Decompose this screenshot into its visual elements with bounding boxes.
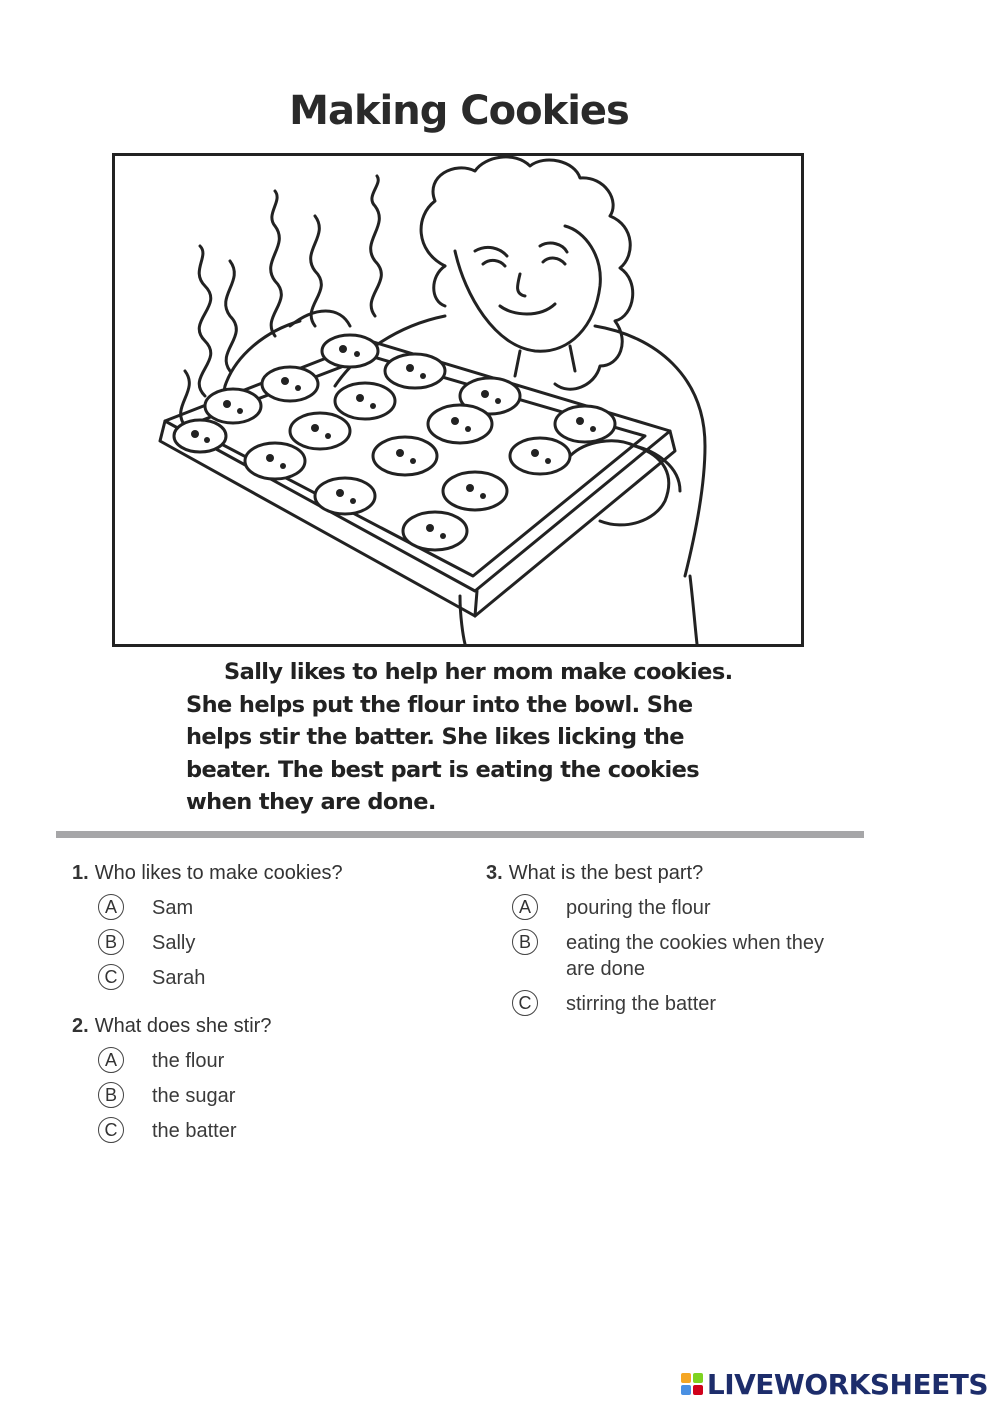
answer-bubble-b[interactable]: B	[512, 929, 538, 955]
answer-option-b[interactable]	[98, 1083, 452, 1109]
question-stem	[486, 860, 866, 886]
mom-with-cookie-tray-illustration	[115, 156, 801, 644]
option-text: pouring the flour	[566, 897, 711, 919]
question-number: 2.	[72, 1015, 89, 1037]
question-2	[72, 1013, 452, 1144]
answer-bubble-b[interactable]: B	[98, 1082, 124, 1108]
brand-name: LIVEWORKSHEETS	[706, 1367, 988, 1401]
option-text: the batter	[152, 1120, 237, 1142]
option-text: Sam	[152, 897, 194, 919]
question-1	[72, 860, 452, 991]
option-text: Sally	[152, 932, 196, 954]
answer-option-a[interactable]	[98, 895, 452, 921]
answer-bubble-c[interactable]: C	[98, 964, 124, 990]
worksheet-title: Making Cookies	[289, 88, 629, 134]
question-text: What does she stir?	[94, 1015, 272, 1037]
question-text: Who likes to make cookies?	[94, 862, 343, 884]
answer-bubble-b[interactable]: B	[98, 929, 124, 955]
question-number: 3.	[486, 862, 503, 884]
passage-line: beater. The best part is eating the cookies	[186, 756, 700, 783]
passage-line: She helps put the flour into the bowl. She	[186, 691, 693, 718]
answer-option-c[interactable]	[512, 991, 866, 1017]
illustration-frame	[112, 153, 804, 647]
passage-line: when they are done.	[186, 789, 436, 815]
option-text: stirring the batter	[566, 993, 717, 1015]
questions-left-column	[72, 860, 452, 1166]
passage-line: helps stir the batter. She likes licking the	[186, 724, 684, 750]
answer-option-a[interactable]	[98, 1048, 452, 1074]
option-text: the flour	[152, 1050, 225, 1072]
answer-option-b[interactable]	[98, 930, 452, 956]
answer-bubble-c[interactable]: C	[512, 990, 538, 1016]
answer-bubble-c[interactable]: C	[98, 1117, 124, 1143]
passage-line: Sally likes to help her mom make cookies.	[224, 659, 733, 685]
option-text: the sugar	[152, 1085, 236, 1107]
liveworksheets-logo[interactable]	[681, 1364, 988, 1404]
question-number: 1.	[72, 862, 89, 884]
answer-bubble-a[interactable]: A	[98, 1047, 124, 1073]
questions-right-column	[486, 860, 866, 1039]
question-stem	[72, 1013, 452, 1039]
question-3	[486, 860, 866, 1017]
answer-option-c[interactable]	[98, 1118, 452, 1144]
answer-option-c[interactable]	[98, 965, 452, 991]
answer-bubble-a[interactable]: A	[512, 894, 538, 920]
answer-option-a[interactable]	[512, 895, 866, 921]
answer-bubble-a[interactable]: A	[98, 894, 124, 920]
question-text: What is the best part?	[508, 862, 704, 884]
section-divider	[56, 831, 864, 838]
liveworksheets-mark-icon	[681, 1373, 703, 1395]
reading-passage	[186, 656, 766, 819]
option-text: Sarah	[152, 967, 206, 989]
option-text: eating the cookies when they are done	[566, 932, 824, 980]
answer-option-b[interactable]	[512, 930, 836, 982]
question-stem	[72, 860, 452, 886]
